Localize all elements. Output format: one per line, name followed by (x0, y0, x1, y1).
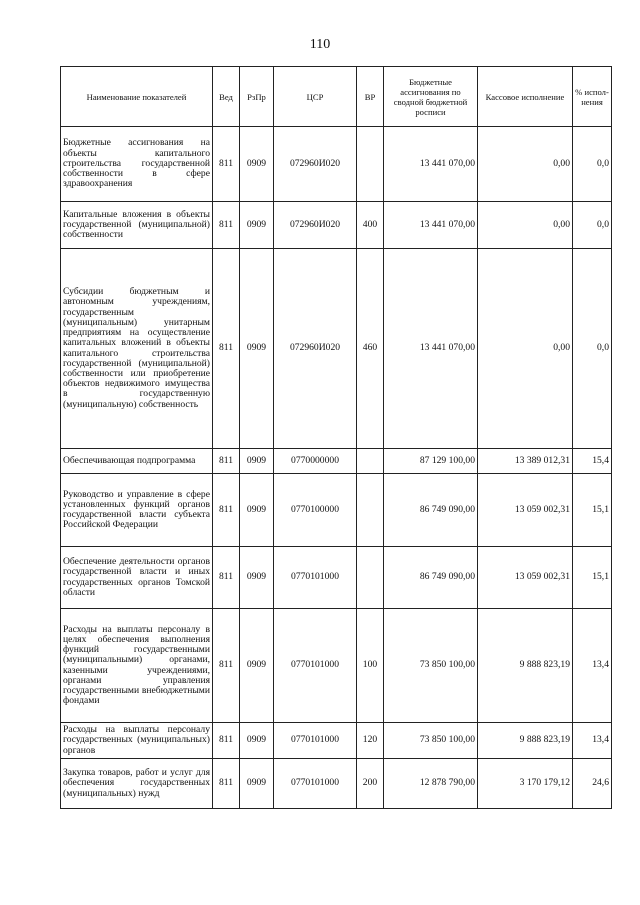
table-row (61, 474, 612, 547)
row-assignments: 86 749 090,00 (384, 474, 478, 547)
row-vr (357, 474, 384, 547)
row-csr: 0770101000 (274, 759, 357, 809)
row-vr (357, 127, 384, 202)
row-csr: 072960И020 (274, 127, 357, 202)
row-rzpr: 0909 (240, 723, 274, 759)
row-rzpr: 0909 (240, 249, 274, 449)
row-rzpr: 0909 (240, 547, 274, 609)
row-vr: 400 (357, 202, 384, 249)
table-header-row (61, 67, 612, 127)
row-cash-execution: 13 059 002,31 (478, 474, 573, 547)
row-name: Закупка товаров, работ и услуг для обеспечения государственных (муниципальных) нужд (61, 759, 213, 809)
row-vr (357, 547, 384, 609)
row-percent: 13,4 (573, 609, 612, 723)
header-rzpr: РзПр (240, 67, 274, 127)
row-assignments: 12 878 790,00 (384, 759, 478, 809)
row-cash-execution: 13 389 012,31 (478, 449, 573, 474)
row-rzpr: 0909 (240, 609, 274, 723)
row-csr: 0770100000 (274, 474, 357, 547)
row-csr: 072960И020 (274, 202, 357, 249)
row-csr: 0770101000 (274, 547, 357, 609)
row-assignments: 13 441 070,00 (384, 127, 478, 202)
page-number: 110 (309, 37, 331, 52)
row-ved: 811 (213, 249, 240, 449)
row-percent: 13,4 (573, 723, 612, 759)
row-assignments: 73 850 100,00 (384, 723, 478, 759)
row-assignments: 13 441 070,00 (384, 202, 478, 249)
row-name: Капитальные вложения в объекты государственной (муниципальной) собственности (61, 202, 213, 249)
row-rzpr: 0909 (240, 474, 274, 547)
row-ved: 811 (213, 127, 240, 202)
row-name: Обеспечение деятельности органов государственной власти и иных государственных органов Томской области (61, 547, 213, 609)
table-row (61, 249, 612, 449)
row-name: Обеспечивающая подпрограмма (61, 449, 213, 474)
row-ved: 811 (213, 609, 240, 723)
table-row (61, 609, 612, 723)
row-vr: 200 (357, 759, 384, 809)
table-row (61, 449, 612, 474)
row-rzpr: 0909 (240, 127, 274, 202)
table-row (61, 202, 612, 249)
table-row (61, 723, 612, 759)
row-csr: 0770000000 (274, 449, 357, 474)
row-rzpr: 0909 (240, 449, 274, 474)
row-assignments: 13 441 070,00 (384, 249, 478, 449)
row-name: Расходы на выплаты персоналу государственных (муниципальных) органов (61, 723, 213, 759)
row-ved: 811 (213, 547, 240, 609)
row-vr (357, 449, 384, 474)
row-percent: 24,6 (573, 759, 612, 809)
budget-table (60, 66, 612, 809)
row-cash-execution: 9 888 823,19 (478, 609, 573, 723)
table-row (61, 547, 612, 609)
header-cash-execution: Кассовое исполнение (478, 67, 573, 127)
header-assignments: Бюджетные ассигнования по сводной бюджетной росписи (384, 67, 478, 127)
row-assignments: 86 749 090,00 (384, 547, 478, 609)
row-vr: 120 (357, 723, 384, 759)
header-vr: ВР (357, 67, 384, 127)
row-assignments: 87 129 100,00 (384, 449, 478, 474)
table-row (61, 759, 612, 809)
row-name: Субсидии бюджетным и автономным учреждениям, государственным (муниципальным) унитарным предприятиям на осуществление капитальных вложений в объекты капитального строительства государственной (муниципальной) собственности или приобретение объектов недвижимого имущества в государственную (муниципальную) собственность (61, 249, 213, 449)
row-cash-execution: 0,00 (478, 127, 573, 202)
row-rzpr: 0909 (240, 202, 274, 249)
row-rzpr: 0909 (240, 759, 274, 809)
row-ved: 811 (213, 474, 240, 547)
header-percent: % испол-нения (573, 67, 612, 127)
row-percent: 0,0 (573, 249, 612, 449)
row-csr: 072960И020 (274, 249, 357, 449)
row-csr: 0770101000 (274, 723, 357, 759)
row-percent: 0,0 (573, 202, 612, 249)
row-ved: 811 (213, 759, 240, 809)
row-ved: 811 (213, 449, 240, 474)
row-csr: 0770101000 (274, 609, 357, 723)
row-cash-execution: 9 888 823,19 (478, 723, 573, 759)
row-ved: 811 (213, 202, 240, 249)
row-name: Руководство и управление в сфере установленных функций органов государственной власти субъекта Российской Федерации (61, 474, 213, 547)
row-name: Бюджетные ассигнования на объекты капитального строительства государственной собственности в сфере здравоохранения (61, 127, 213, 202)
header-ved: Вед (213, 67, 240, 127)
row-assignments: 73 850 100,00 (384, 609, 478, 723)
row-vr: 100 (357, 609, 384, 723)
header-csr: ЦСР (274, 67, 357, 127)
row-vr: 460 (357, 249, 384, 449)
row-ved: 811 (213, 723, 240, 759)
row-percent: 0,0 (573, 127, 612, 202)
row-cash-execution: 0,00 (478, 249, 573, 449)
row-name: Расходы на выплаты персоналу в целях обеспечения выполнения функций государственными (муниципальными) органами, казенными учреждениями, органами управления государственными внебюджетными фондами (61, 609, 213, 723)
row-cash-execution: 3 170 179,12 (478, 759, 573, 809)
header-name: Наименование показателей (61, 67, 213, 127)
row-percent: 15,1 (573, 474, 612, 547)
table-row (61, 127, 612, 202)
row-percent: 15,1 (573, 547, 612, 609)
row-cash-execution: 0,00 (478, 202, 573, 249)
row-percent: 15,4 (573, 449, 612, 474)
row-cash-execution: 13 059 002,31 (478, 547, 573, 609)
